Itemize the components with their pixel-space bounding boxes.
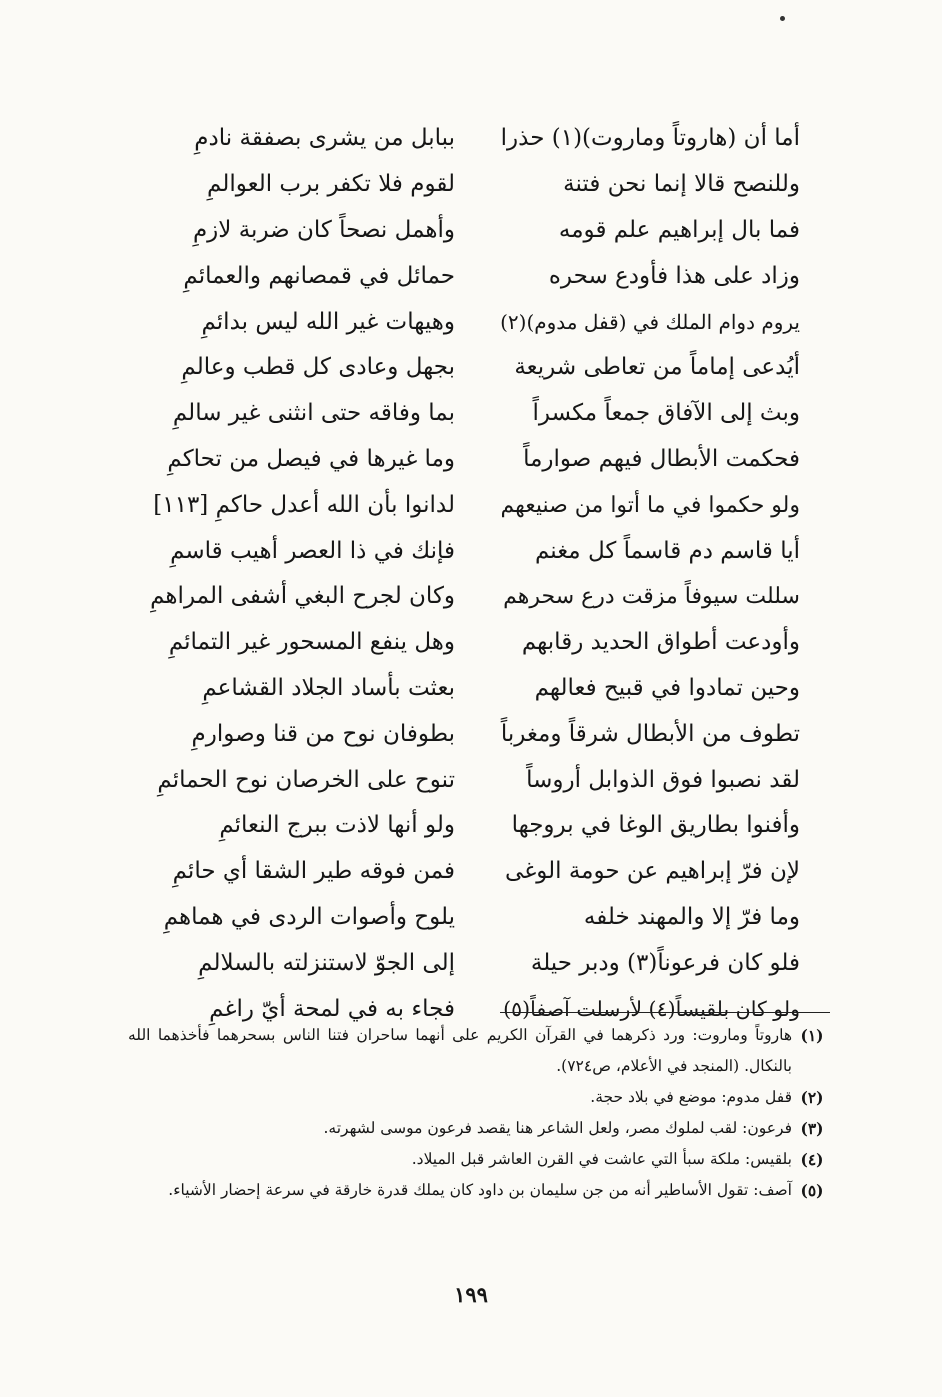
- verse-row: [150, 849, 800, 895]
- footnotes: [128, 1020, 832, 1206]
- footnote-text: فرعون: لقب لملوك مصر، ولعل الشاعر هنا يقصد فرعون موسى لشهرته.: [323, 1119, 792, 1137]
- ink-speck: [780, 16, 785, 21]
- verse-second-hemistich: لقوم فلا تكفر برب العوالمِ: [207, 171, 455, 198]
- verse-row: [150, 345, 800, 391]
- footnote-number: (٣): [800, 1119, 824, 1138]
- verse-first-hemistich: لقد نصبوا فوق الذوابل أروساً: [526, 766, 800, 793]
- verse-row: [150, 253, 800, 299]
- verse-first-hemistich: لإن فرّ إبراهيم عن حومة الوغى: [505, 858, 800, 885]
- footnote: [128, 1144, 832, 1175]
- verse-first-hemistich: وأودعت أطواق الحديد رقابهم: [521, 629, 800, 656]
- verse-first-hemistich: أما أن (هاروتاً وماروت)(١) حذرا: [500, 125, 800, 152]
- verse-row: [150, 895, 800, 941]
- verse-first-hemistich: ولو حكموا في ما أتوا من صنيعهم: [500, 492, 800, 518]
- verse-row: [150, 711, 800, 757]
- verse-second-hemistich: فجاء به في لمحة أيّ راغمِ: [209, 995, 455, 1022]
- verse-row: [150, 757, 800, 803]
- footnote-number: (٤): [800, 1150, 824, 1169]
- verse-second-hemistich: بجهل وعادى كل قطب وعالمِ: [181, 354, 455, 381]
- footnote-rule: [500, 1012, 830, 1013]
- verse-first-hemistich: سللت سيوفاً مزقت درع سحرهم: [503, 584, 800, 610]
- verse-row: [150, 666, 800, 712]
- footnote-text: قفل مدوم: موضع في بلاد حجة.: [590, 1088, 792, 1106]
- verse-row: [150, 116, 800, 162]
- verse-first-hemistich: فحكمت الأبطال فيهم صوارماً: [523, 445, 800, 472]
- verse-second-hemistich: تنوح على الخرصان نوح الحمائمِ: [157, 766, 455, 793]
- footnote: [128, 1175, 832, 1206]
- verse-row: [150, 528, 800, 574]
- verse-first-hemistich: أيُدعى إماماً من تعاطى شريعة: [514, 354, 800, 381]
- verse-first-hemistich: أيا قاسم دم قاسماً كل مغنم: [534, 537, 800, 564]
- verse-row: [150, 482, 800, 528]
- footnote-number: (٢): [800, 1088, 824, 1107]
- verse-first-hemistich: وحين تمادوا في قبيح فعالهم: [534, 674, 800, 701]
- verse-row: [150, 299, 800, 345]
- verse-first-hemistich: ولو كان بلقيساً(٤) لأرسلت آصفاً(٥): [503, 996, 800, 1021]
- verse-second-hemistich: حمائل في قمصانهم والعمائمِ: [183, 262, 455, 289]
- verse-second-hemistich: وهل ينفع المسحور غير التمائمِ: [168, 629, 455, 656]
- verse-row: [150, 940, 800, 986]
- verse-second-hemistich: وكان لجرح البغي أشفى المراهمِ: [150, 583, 455, 610]
- verse-second-hemistich: إلى الجوّ لاستنزلته بالسلالمِ: [198, 949, 455, 976]
- verse-second-hemistich: ولو أنها لاذت ببرج النعائمِ: [219, 812, 455, 839]
- verse-second-hemistich: بطوفان نوح من قنا وصوارمِ: [191, 720, 455, 747]
- verse-first-hemistich: وزاد على هذا فأودع سحره: [548, 262, 800, 289]
- verse-first-hemistich: وبث إلى الآفاق جمعاً مكسراً: [532, 400, 800, 427]
- verse-first-hemistich: يروم دوام الملك في (قفل مدوم)(٢): [500, 309, 800, 334]
- verse-first-hemistich: تطوف من الأبطال شرقاً ومغرباً: [500, 720, 800, 747]
- verse-second-hemistich: لدانوا بأن الله أعدل حاكمِ [١١٣]: [153, 491, 455, 518]
- verse-second-hemistich: يلوح وأصوات الردى في هماهمِ: [163, 903, 455, 930]
- verse-row: [150, 574, 800, 620]
- verse-first-hemistich: وأفنوا بطاريق الوغا في بروجها: [511, 812, 800, 839]
- verse-first-hemistich: فما بال إبراهيم علم قومه: [558, 216, 800, 243]
- verse-second-hemistich: بما وفاقه حتى انثنى غير سالمِ: [172, 400, 455, 427]
- page-number: ١٩٩: [454, 1282, 488, 1307]
- footnote-text: آصف: تقول الأساطير أنه من جن سليمان بن داود كان يملك قدرة خارقة في سرعة إحضار الأشياء.: [168, 1181, 792, 1199]
- poem: [150, 116, 800, 1032]
- verse-row: [150, 162, 800, 208]
- verse-row: [150, 208, 800, 254]
- footnote-number: (٥): [800, 1181, 824, 1200]
- footnote-number: (١): [800, 1026, 824, 1045]
- verse-second-hemistich: وأهمل نصحاً كان ضربة لازمِ: [192, 216, 455, 243]
- verse-row: [150, 620, 800, 666]
- verse-row: [150, 391, 800, 437]
- verse-first-hemistich: وللنصح قالا إنما نحن فتنة: [563, 171, 800, 198]
- footnote: [128, 1020, 832, 1082]
- verse-second-hemistich: ببابل من يشرى بصفقة نادمِ: [194, 125, 455, 152]
- footnote-text: هاروتاً وماروت: ورد ذكرهما في القرآن الكريم على أنهما ساحران فتنا الناس بسحرهما فأخذهما الله بالنكال. (المنجد في الأعلام، ص٧٢٤).: [128, 1026, 792, 1075]
- verse-second-hemistich: وما غيرها في فيصل من تحاكمِ: [167, 445, 455, 472]
- verse-row: [150, 437, 800, 483]
- verse-first-hemistich: فلو كان فرعوناً(٣) ودبر حيلة: [530, 949, 800, 976]
- verse-second-hemistich: فإنك في ذا العصر أهيب قاسمِ: [170, 537, 455, 564]
- verse-second-hemistich: فمن فوقه طير الشقا أي حائمِ: [172, 858, 455, 885]
- footnote: [128, 1082, 832, 1113]
- verse-row: [150, 803, 800, 849]
- verse-second-hemistich: بعثت بأساد الجلاد القشاعمِ: [202, 674, 455, 701]
- verse-second-hemistich: وهيهات غير الله ليس بدائمِ: [201, 308, 455, 335]
- verse-first-hemistich: وما فرّ إلا والمهند خلفه: [583, 903, 800, 930]
- footnote-text: بلقيس: ملكة سبأ التي عاشت في القرن العاشر قبل الميلاد.: [411, 1150, 792, 1168]
- footnote: [128, 1113, 832, 1144]
